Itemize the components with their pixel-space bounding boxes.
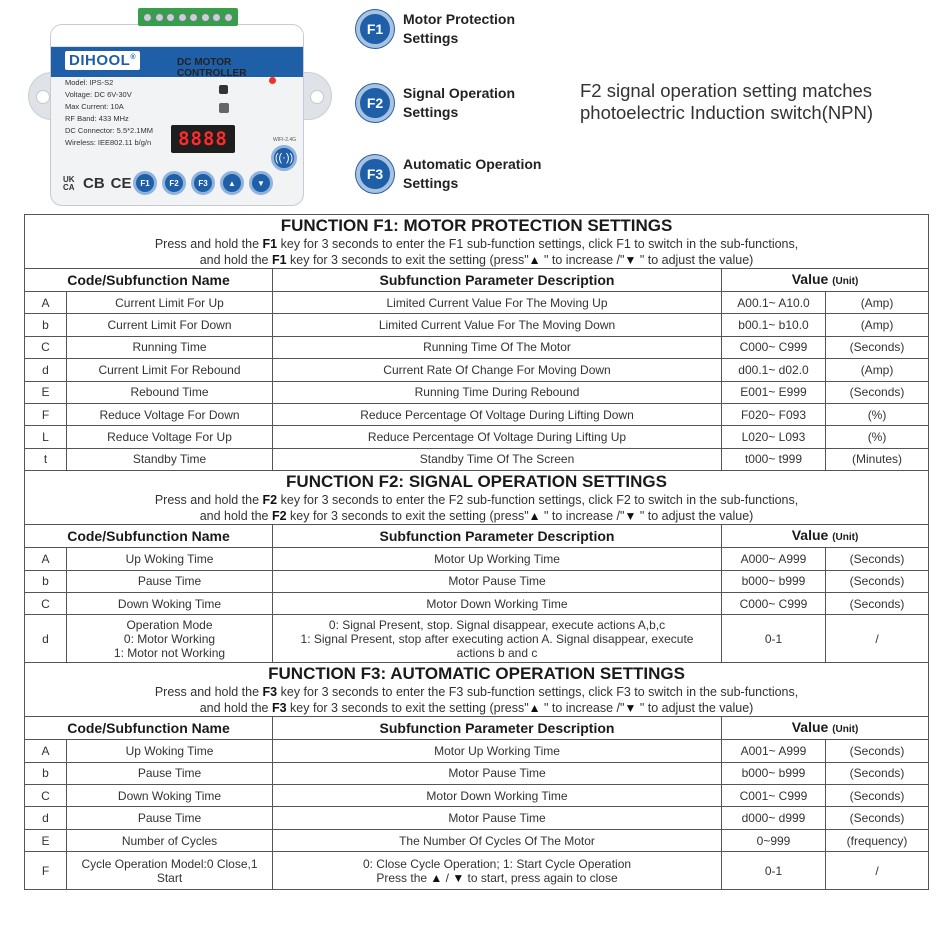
f1-badge-icon: F1 [356, 10, 394, 48]
section-instructions: Press and hold the F2 key for 3 seconds to enter the F2 sub-function settings, click F2 to switch in the sub-functions, [154, 493, 799, 508]
npn-note: F2 signal operation setting matches photoelectric Induction switch(NPN) [580, 80, 874, 123]
spec-line: DC Connector: 5.5*2.1MM [65, 126, 153, 135]
down-arrow-icon: ▼ [624, 509, 637, 524]
up-arrow-icon: ▲ [430, 870, 443, 885]
section-instructions: and hold the F1 key for 3 seconds to exit the setting (press"▲ " to increase /"▼ " to adjust the value) [199, 253, 754, 267]
table-row: b Current Limit For Down Limited Current Value For The Moving Down b00.1~ b10.0 (Amp) [25, 314, 929, 336]
legend-f2 [356, 84, 563, 122]
table-row: A Up Woking Time Motor Up Working Time A001~ A999 (Seconds) [25, 740, 929, 762]
section-f2-header [25, 471, 929, 525]
pin-strip [51, 25, 303, 47]
table-row: E Number of Cycles The Number Of Cycles Of The Motor 0~999 (frequency) [25, 829, 929, 851]
spec-line: Model: IPS-S2 [65, 78, 114, 87]
table-row: L Reduce Voltage For Up Reduce Percentage Of Voltage During Lifting Up L020~ L093 (%) [25, 426, 929, 448]
column-header-row: Code/Subfunction Name Subfunction Parameter Description Value (Unit) [25, 525, 929, 548]
f3-key[interactable]: F3 [191, 171, 215, 195]
up-arrow-icon: ▲ [528, 253, 541, 267]
section-f3-header [25, 663, 929, 717]
led-display: 8888 [171, 125, 235, 153]
f2-badge-icon: F2 [356, 84, 394, 122]
certification-marks [63, 175, 132, 192]
table-row: b Pause Time Motor Pause Time b000~ b999 (Seconds) [25, 570, 929, 592]
up-arrow-icon: ▲ [528, 701, 541, 716]
controller-housing [50, 24, 304, 206]
section-instructions: and hold the F2 key for 3 seconds to exit the setting (press"▲ " to increase /"▼ " to adjust the value) [199, 509, 754, 524]
spec-line: Max Current: 10A [65, 102, 124, 111]
legend-label: Motor Protection Settings [403, 11, 515, 46]
table-row: C Down Woking Time Motor Down Working Time C000~ C999 (Seconds) [25, 592, 929, 614]
table-row: b Pause Time Motor Pause Time b000~ b999 (Seconds) [25, 762, 929, 784]
spec-line: RF Band: 433 MHz [65, 114, 129, 123]
spec-line: Voltage: DC 6V-30V [65, 90, 132, 99]
table-row: t Standby Time Standby Time Of The Screen t000~ t999 (Minutes) [25, 448, 929, 470]
down-arrow-icon: ▼ [452, 870, 465, 885]
legend-label: Signal Operation Settings [403, 85, 516, 120]
table-row: A Up Woking Time Motor Up Working Time A000~ A999 (Seconds) [25, 548, 929, 570]
section-title: FUNCTION F3: AUTOMATIC OPERATION SETTINGS [268, 664, 685, 684]
up-arrow-icon: ▲ [528, 509, 541, 524]
up-key[interactable]: ▲ [220, 171, 244, 195]
legend-f3 [356, 155, 563, 193]
device-illustration [20, 0, 332, 210]
legend-f1 [356, 10, 563, 48]
section-title: FUNCTION F2: SIGNAL OPERATION SETTINGS [286, 472, 667, 492]
section-title: FUNCTION F1: MOTOR PROTECTION SETTINGS [280, 216, 673, 235]
table-row: C Running Time Running Time Of The Motor C000~ C999 (Seconds) [25, 336, 929, 358]
brand-logo: DIHOOL® [65, 51, 140, 70]
table-row: F Reduce Voltage For Down Reduce Percentage Of Voltage During Lifting Down F020~ F093 (%) [25, 403, 929, 425]
table-row: d Pause Time Motor Pause Time d000~ d999 (Seconds) [25, 807, 929, 829]
section-instructions: Press and hold the F3 key for 3 seconds to enter the F3 sub-function settings, click F3 to switch in the sub-functions, [154, 685, 799, 700]
android-icon [219, 85, 228, 94]
spec-line: Wireless: IEE802.11 b/g/n [65, 138, 152, 147]
ios-icon [219, 103, 229, 113]
mounting-ear-right [302, 72, 332, 120]
down-arrow-icon: ▼ [624, 701, 637, 716]
section-f1-header [25, 215, 929, 269]
table-row: C Down Woking Time Motor Down Working Time C001~ C999 (Seconds) [25, 785, 929, 807]
f2-key[interactable]: F2 [162, 171, 186, 195]
section-instructions: and hold the F3 key for 3 seconds to exit the setting (press"▲ " to increase /"▼ " to adjust the value) [199, 701, 754, 716]
spec-list [65, 77, 153, 149]
column-header-row: Code/Subfunction Name Subfunction Parameter Description Value (Unit) [25, 717, 929, 740]
wifi-label: WIFI-2.4G [273, 137, 297, 143]
wifi-icon: ((·)) [274, 152, 294, 164]
table-row: E Rebound Time Running Time During Rebound E001~ E999 (Seconds) [25, 381, 929, 403]
ce-mark: CE [110, 175, 132, 192]
ukca-mark: UK CA [63, 174, 75, 192]
down-key[interactable]: ▼ [249, 171, 273, 195]
table-row: d Current Limit For Rebound Current Rate Of Change For Moving Down d00.1~ d02.0 (Amp) [25, 359, 929, 381]
settings-table [24, 214, 929, 890]
legend-label: Automatic Operation Settings [403, 156, 542, 191]
product-title: DC MOTOR CONTROLLER [177, 57, 247, 79]
control-keys [133, 171, 273, 195]
terminal-block [138, 8, 238, 26]
column-header-row: Code/Subfunction Name Subfunction Parameter Description Value (Unit) [25, 269, 929, 292]
status-led-icon [269, 77, 276, 84]
section-instructions: Press and hold the F1 key for 3 seconds to enter the F1 sub-function settings, click F1 to switch in the sub-functions, [154, 237, 799, 251]
table-row: d Operation Mode 0: Motor Working 1: Motor not Working 0: Signal Present, stop. Signal disappear, execute actions A,b,c 1: Signal Present, stop after executing action A. Signal disappear, execute actions b and c 0-1 / [25, 615, 929, 663]
down-arrow-icon: ▼ [624, 253, 637, 267]
f1-key[interactable]: F1 [133, 171, 157, 195]
wifi-button[interactable] [271, 145, 297, 171]
cb-mark: CB [83, 175, 105, 192]
f3-badge-icon: F3 [356, 155, 394, 193]
table-row: A Current Limit For Up Limited Current Value For The Moving Up A00.1~ A10.0 (Amp) [25, 292, 929, 314]
table-row: F Cycle Operation Model:0 Close,1 Start 0: Close Cycle Operation; 1: Start Cycle Operation Press the ▲ / ▼ to start, press again to close 0-1 / [25, 852, 929, 890]
